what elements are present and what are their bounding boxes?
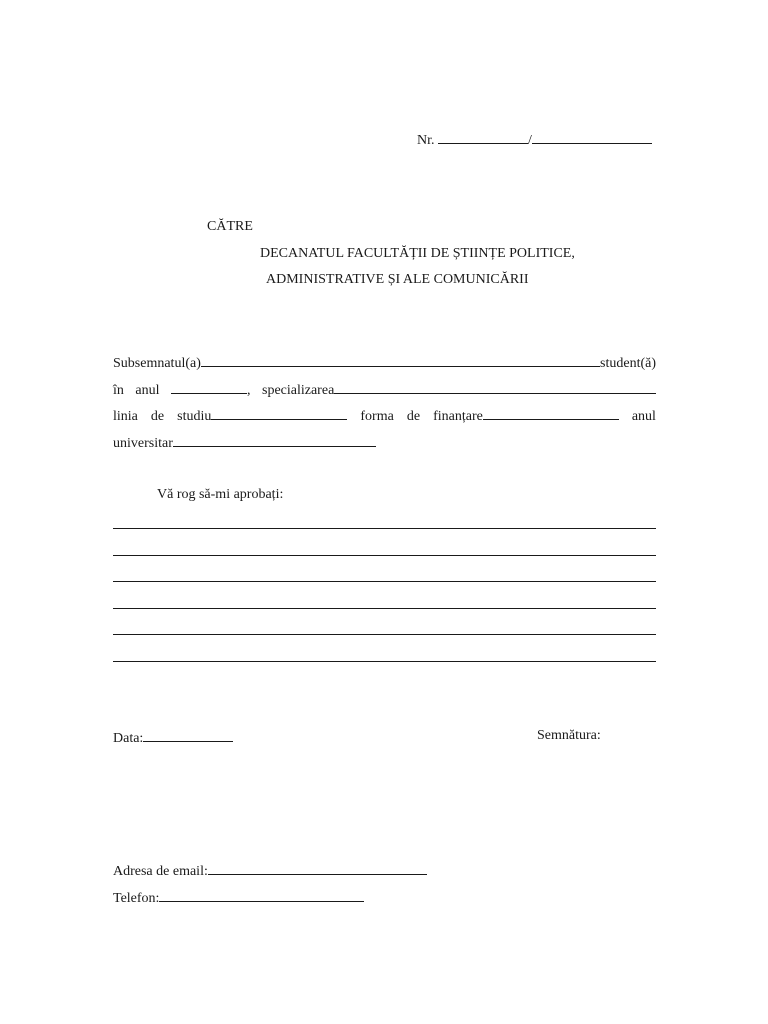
anul-label: anul xyxy=(135,383,160,398)
year-field[interactable] xyxy=(171,380,247,394)
in-label: în xyxy=(113,383,124,398)
semnatura-label: Semnătura: xyxy=(537,728,601,743)
anul2-label: anul xyxy=(631,409,656,424)
de2-label: de xyxy=(406,409,421,424)
body-line-1 xyxy=(113,353,656,372)
request-line[interactable] xyxy=(113,634,656,635)
request-line[interactable] xyxy=(113,555,656,556)
request-line[interactable] xyxy=(113,528,656,529)
date-field[interactable] xyxy=(143,728,233,742)
email-field[interactable] xyxy=(208,861,427,875)
subsemnatul-label: Subsemnatul(a) xyxy=(113,356,201,371)
telefon-field[interactable] xyxy=(159,888,364,902)
specializarea-field[interactable] xyxy=(334,380,656,394)
request-label: Vă rog să-mi aprobați: xyxy=(157,487,284,502)
de-label: de xyxy=(150,409,165,424)
date-row xyxy=(113,728,233,747)
document-number xyxy=(417,130,652,149)
finantare-field[interactable] xyxy=(483,406,619,420)
comma: , xyxy=(247,383,251,398)
addressee-catre: CĂTRE xyxy=(207,219,253,234)
linia-studiu-field[interactable] xyxy=(211,406,347,420)
nr-separator: / xyxy=(528,133,532,148)
finantare-label: finanțare xyxy=(433,409,483,424)
universitar-field[interactable] xyxy=(173,433,376,447)
data-label: Data: xyxy=(113,731,144,746)
request-line[interactable] xyxy=(113,608,656,609)
universitar-label: universitar xyxy=(113,436,173,451)
nr-field[interactable] xyxy=(438,130,528,144)
specializarea-label: specializarea xyxy=(262,383,335,398)
telefon-label: Telefon: xyxy=(113,891,160,906)
addressee-line-2: ADMINISTRATIVE ȘI ALE COMUNICĂRII xyxy=(266,272,529,287)
name-field[interactable] xyxy=(201,353,600,367)
telefon-row xyxy=(113,888,364,907)
email-label: Adresa de email: xyxy=(113,864,208,879)
request-line[interactable] xyxy=(113,661,656,662)
nr-label: Nr. xyxy=(417,133,435,148)
forma-label: forma xyxy=(360,409,394,424)
student-label: student(ă) xyxy=(600,356,656,371)
body-line-4 xyxy=(113,433,376,452)
nr-date-field[interactable] xyxy=(532,130,652,144)
body-line-3 xyxy=(113,406,656,425)
studiu-label: studiu xyxy=(177,409,212,424)
body-line-2 xyxy=(113,380,656,399)
email-row xyxy=(113,861,427,880)
addressee-line-1: DECANATUL FACULTĂȚII DE ȘTIINȚE POLITICE, xyxy=(260,246,575,261)
linia-label: linia xyxy=(113,409,138,424)
request-line[interactable] xyxy=(113,581,656,582)
